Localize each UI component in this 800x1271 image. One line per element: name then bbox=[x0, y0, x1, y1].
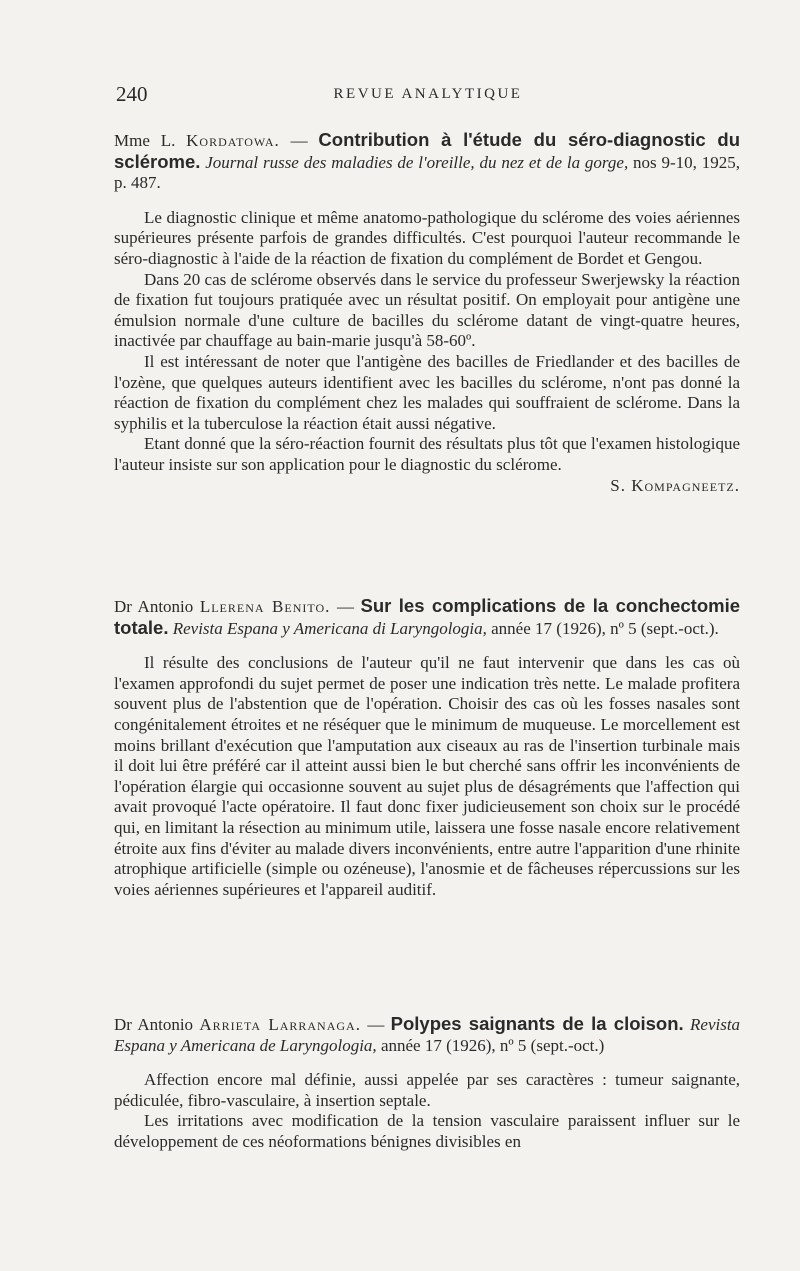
journal-name: Revista Espana y Americana di Laryngologia, bbox=[172, 618, 487, 638]
paragraph: Le diagnostic clinique et même anatomo-pathologique du sclérome des voies aériennes supérieures présente parfois de grandes difficultés. C'est pourquoi l'auteur recommande le séro-diagnostic à l'aide de la réaction de fixation du complément de Bordet et Gengou. bbox=[114, 207, 740, 268]
author-name: Llerena Benito. bbox=[199, 597, 331, 616]
publication-details: année 17 (1926), nº 5 (sept.-oct.). bbox=[491, 618, 719, 638]
paragraph: Dans 20 cas de sclérome observés dans le service du professeur Swerjewsky la réaction de fixation fut toujours pratiquée avec un résultat positif. On employait pour antigène une émulsion normale d'une culture de bacilles du sclérome datant de vingt-quatre heures, inactivée par chauffage au bain-marie jusqu'à 58-60º. bbox=[114, 269, 740, 351]
author-prefix: Dr Antonio bbox=[114, 1015, 194, 1034]
page-number: 240 bbox=[116, 82, 148, 106]
paragraph: Il est intéressant de noter que l'antigène des bacilles de Friedlander et des bacilles de l'ozène, que quelques auteurs identifient avec les bacilles du sclérome, n'ont pas donné la réaction de fixation du complément chez les malades qui souffraient de sclérome. Dans la syphilis et la tuberculose la réaction était aussi négative. bbox=[114, 351, 740, 433]
author-prefix: Mme L. bbox=[114, 131, 176, 150]
paragraph: Les irritations avec modification de la tension vasculaire paraissent influer sur le développement de ces néoformations bénignes divisibles en bbox=[114, 1111, 740, 1151]
article-title: Polypes saignants de la cloison. bbox=[390, 1013, 684, 1034]
journal-name: Journal russe des maladies de l'oreille, du nez et de la gorge, bbox=[205, 152, 629, 172]
article-reference bbox=[114, 130, 740, 194]
author-prefix: Dr Antonio bbox=[114, 597, 194, 616]
publication-details: année 17 (1926), nº 5 (sept.-oct.) bbox=[380, 1035, 605, 1055]
journal-name: Revista Espana y Americana de Laryngologia, bbox=[114, 1015, 741, 1055]
page-header bbox=[116, 82, 740, 112]
dash: — bbox=[367, 1015, 385, 1034]
paragraph: Etant donné que la séro-réaction fournit des résultats plus tôt que l'examen histologique l'auteur insiste sur son application pour le diagnostic du sclérome. bbox=[114, 434, 740, 474]
running-title: REVUE ANALYTIQUE bbox=[333, 86, 523, 102]
article-llerena bbox=[114, 596, 740, 900]
dash: — bbox=[290, 131, 308, 150]
article-kordatowa bbox=[114, 130, 740, 496]
article-title: Contribution à l'étude du séro-diagnostic du sclérome. bbox=[114, 129, 741, 172]
article-reference bbox=[114, 596, 740, 639]
author-name: Arrieta Larranaga. bbox=[199, 1015, 361, 1034]
paragraph: Affection encore mal définie, aussi appelée par ses caractères : tumeur saignante, pédiculée, fibro-vasculaire, à insertion septale. bbox=[114, 1070, 740, 1110]
reviewer-signature: S. Kompagneetz. bbox=[610, 475, 740, 495]
publication-details: nos 9-10, 1925, p. 487. bbox=[114, 152, 741, 193]
author-name: Kordatowa. bbox=[186, 131, 280, 150]
dash: — bbox=[336, 597, 354, 616]
article-reference bbox=[114, 1014, 740, 1056]
paragraph: Il résulte des conclusions de l'auteur qu'il ne faut intervenir que dans les cas où l'examen approfondi du sujet permet de poser une indication très nette. Le malade profitera souvent plus de l'abstention que de l'opération. Choisir des cas où les fosses nasales sont congénitalement étroites et ne réséquer que le minimum de muqueuse. Le morcellement est moins brillant d'exécution que l'amputation aux ciseaux au ras de l'insertion turbinale mais il doit lui être préféré car il atteint aussi bien le but cherché sans offrir les inconvénients de l'opération élargie qui occasionne souvent au sujet plus de désagréments que l'affection qui avait provoqué l'acte opératoire. Il faut donc fixer judicieusement son choix sur le procédé qui, en limitant la résection au minimum utile, laissera une fosse nasale encore relativement étroite aux fins d'éviter au malade divers inconvénients, entre autre l'apparition d'une rhinite atrophique artificielle (simple ou ozéneuse), l'anosmie et de fâcheuses répercussions sur les voies aériennes supérieures et l'appareil auditif. bbox=[114, 653, 740, 899]
article-title: Sur les complications de la conchectomie totale. bbox=[114, 595, 741, 638]
article-arrieta bbox=[114, 1014, 740, 1153]
